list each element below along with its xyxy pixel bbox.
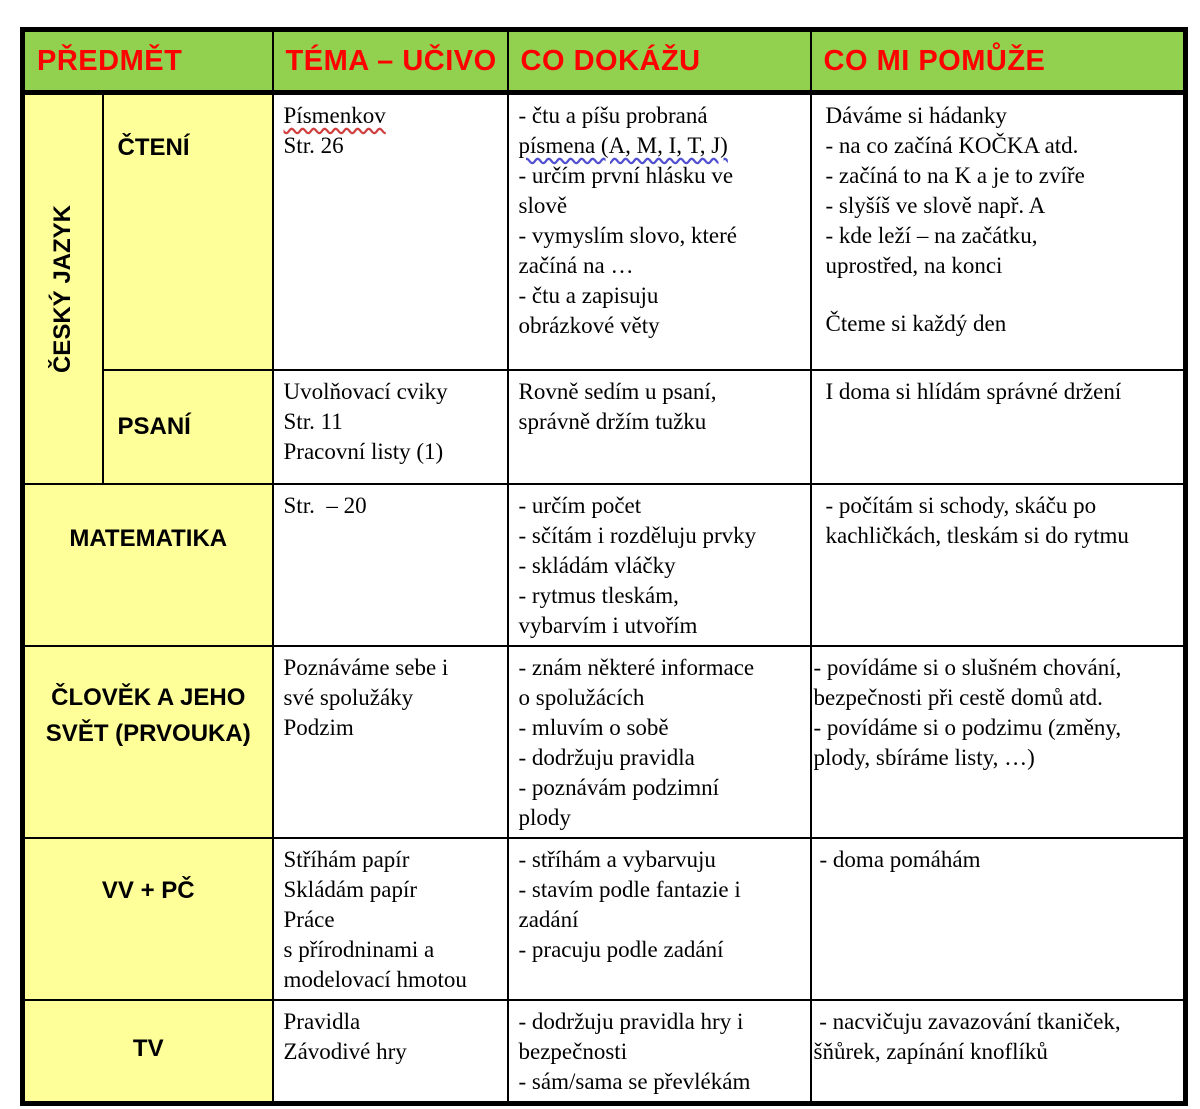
matematika-dokazu-line: vybarvím i utvořím [518,612,698,638]
vv-tema-line: Práce [283,906,335,932]
tv-tema-line: Pravidla [283,1008,361,1034]
psani-tema-line: Pracovní listy (1) [283,438,444,464]
clovek-tema [273,646,508,838]
row-tv [23,1000,1186,1104]
psani-dokazu-line: Rovně sedím u psaní, [518,378,717,404]
psani-tema-line: Str. 11 [283,408,343,434]
row-vv-pc [23,838,1186,1000]
tv-dokazu-line: - sám/sama se převlékám [518,1068,751,1094]
cteni-pomuze-line: uprostřed, na konci [825,253,1003,278]
vv-tema-line: modelovací hmotou [283,966,467,992]
cteni-dokazu [508,93,811,370]
subject-clovek-a-jeho-svet [23,646,273,838]
cteni-dokazu-line: začíná na … [518,253,634,278]
tv-tema-line: Závodivé hry [283,1038,407,1064]
clovek-tema-line: Podzim [283,714,354,740]
matematika-pomuze-line: kachličkách, tleskám si do rytmu [825,522,1129,548]
matematika-tema-line: Str. – 20 [283,492,367,518]
cteni-pomuze-line: - na co začíná KOČKA atd. [825,133,1079,158]
row-clovek [23,646,1186,838]
matematika-dokazu [508,484,811,646]
tv-pomuze-line: - nacvičuju zavazování tkaniček, [813,1008,1121,1034]
subject-clovek-line: SVĚT (PRVOUKA) [45,719,251,747]
cteni-tema [273,93,508,370]
matematika-dokazu-line: - určím počet [518,492,642,518]
cteni-dokazu-line: - čtu a zapisuju [518,283,659,308]
vv-dokazu-line: - stavím podle fantazie i [518,876,741,902]
subject-cesky-jazyk-label: ČESKÝ JAZYK [49,204,77,373]
matematika-dokazu-line: - skládám vláčky [518,552,676,578]
cteni-pomuze-line: - začíná to na K a je to zvíře [825,163,1085,188]
clovek-pomuze-line: - povídáme si o slušném chování, [813,654,1122,680]
vv-tema-line: s přírodninami a [283,936,435,962]
matematika-dokazu-line: - sčítám i rozděluju prvky [518,522,757,548]
clovek-pomuze-line: plody, sbíráme listy, …) [813,744,1035,770]
clovek-dokazu [508,646,811,838]
matematika-pomuze-line: - počítám si schody, skáču po [825,492,1097,518]
psani-dokazu [508,370,811,484]
cteni-pomuze-line: - kde leží – na začátku, [825,223,1038,248]
clovek-pomuze-line: bezpečnosti při cestě domů atd. [813,684,1103,710]
row-psani [23,370,1186,484]
clovek-dokazu-line: - znám některé informace [518,654,755,680]
tv-dokazu-line: bezpečnosti [518,1038,628,1064]
subject-tv: TV [23,1000,273,1104]
tv-pomuze [811,1000,1186,1104]
matematika-dokazu-line: - rytmus tleskám, [518,582,679,608]
header-co-mi-pomuze: CO MI POMŮŽE [811,30,1186,93]
subject-cteni: ČTENÍ [103,93,273,370]
clovek-pomuze-line: - povídáme si o podzimu (změny, [813,714,1122,740]
clovek-pomuze [811,646,1186,838]
vv-dokazu [508,838,811,1000]
vv-tema-line: Stříhám papír [283,846,410,872]
cteni-dokazu-line: - vymyslím slovo, které [518,223,737,248]
cteni-dokazu-line: - čtu a píšu probraná [518,103,708,128]
tv-dokazu [508,1000,811,1104]
clovek-dokazu-line: plody [518,804,571,830]
psani-tema [273,370,508,484]
clovek-tema-line: Poznáváme sebe i [283,654,449,680]
header-predmet: PŘEDMĚT [23,30,273,93]
subject-matematika: MATEMATIKA [23,484,273,646]
cteni-dokazu-line: obrázkové věty [518,313,660,338]
row-cteni [23,93,1186,370]
row-matematika [23,484,1186,646]
vv-dokazu-line: - pracuju podle zadání [518,936,724,962]
subject-psani: PSANÍ [103,370,273,484]
cteni-tema-line: Písmenkov [283,103,386,128]
vv-tema [273,838,508,1000]
tv-dokazu-line: - dodržuju pravidla hry i [518,1008,744,1034]
cteni-dokazu-line: písmena (A, M, I, T, J) [518,133,728,158]
clovek-dokazu-line: o spolužácích [518,684,645,710]
cteni-pomuze [811,93,1186,370]
subject-clovek-line: ČLOVĚK A JEHO [51,683,246,711]
matematika-tema [273,484,508,646]
psani-tema-line: Uvolňovací cviky [283,378,448,404]
header-row [23,30,1186,93]
cteni-dokazu-line: - určím první hlásku ve [518,163,734,188]
header-co-dokazu: CO DOKÁŽU [508,30,811,93]
tv-pomuze-line: šňůrek, zapínání knoflíků [813,1038,1048,1064]
cteni-dokazu-line: slově [518,193,568,218]
cteni-pomuze-line: Čteme si každý den [825,311,1007,336]
curriculum-table [20,27,1188,1106]
vv-dokazu-line: zadání [518,906,579,932]
cteni-pomuze-line: - slyšíš ve slově např. A [825,193,1046,218]
clovek-dokazu-line: - dodržuju pravidla [518,744,695,770]
clovek-dokazu-line: - mluvím o sobě [518,714,669,740]
subject-cesky-jazyk [23,93,103,484]
subject-vv-pc: VV + PČ [23,838,273,1000]
vv-tema-line: Skládám papír [283,876,418,902]
psani-pomuze [811,370,1186,484]
psani-pomuze-line: I doma si hlídám správné držení [825,378,1122,404]
vv-pomuze-line: - doma pomáhám [819,846,981,872]
header-tema: TÉMA – UČIVO [273,30,508,93]
vv-pomuze [811,838,1186,1000]
cteni-pomuze-line: Dáváme si hádanky [825,103,1007,128]
clovek-tema-line: své spolužáky [283,684,414,710]
psani-dokazu-line: správně držím tužku [518,408,707,434]
vv-dokazu-line: - stříhám a vybarvuju [518,846,716,872]
matematika-pomuze [811,484,1186,646]
tv-tema [273,1000,508,1104]
cteni-tema-line: Str. 26 [283,133,344,158]
clovek-dokazu-line: - poznávám podzimní [518,774,720,800]
